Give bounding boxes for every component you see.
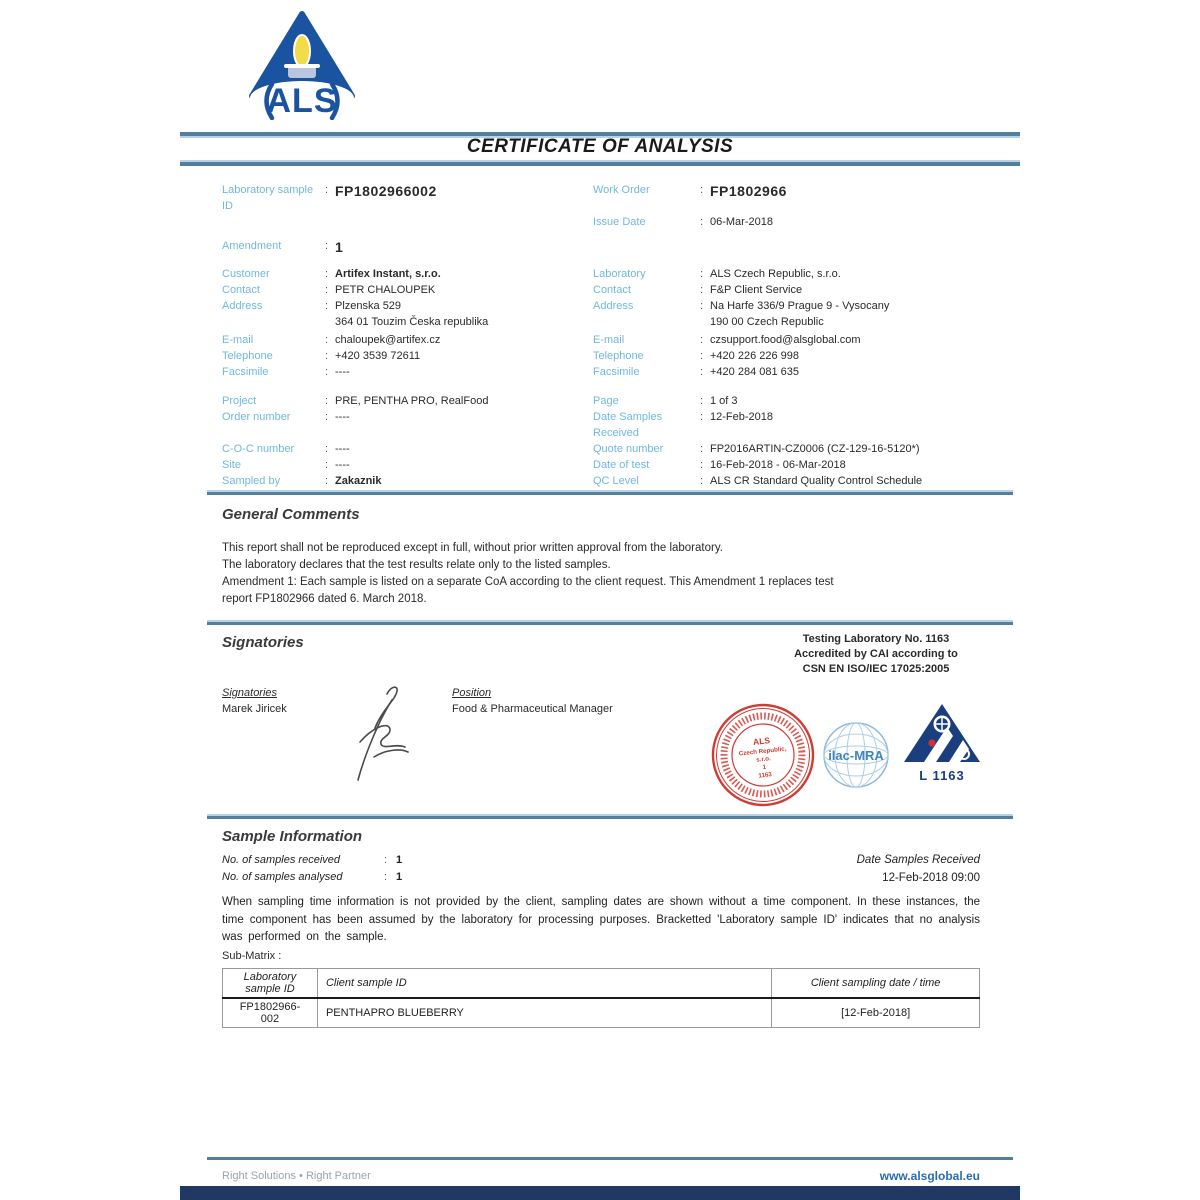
- sample-table-header-row: [223, 969, 980, 999]
- accreditation-note-line: CSN EN ISO/IEC 17025:2005: [802, 663, 950, 675]
- field-value: ----: [335, 459, 350, 471]
- field-colon: [700, 332, 710, 348]
- field-colon: [325, 348, 335, 364]
- field-value: F&P Client Service: [710, 284, 803, 296]
- field-label: Work Order: [593, 184, 650, 196]
- field-label: Quote number: [593, 443, 664, 455]
- field-colon: [700, 214, 710, 230]
- field-label: Page: [593, 395, 619, 407]
- field-row-lab-facsimile: [593, 364, 985, 380]
- accreditation-note: [766, 632, 986, 677]
- field-label: Address: [593, 300, 634, 312]
- signatories-heading: Signatories: [222, 634, 304, 651]
- sample-table-row: [223, 998, 980, 1028]
- cai-triangle-label: L 1163: [919, 768, 965, 783]
- field-label: C-O-C number: [222, 443, 295, 455]
- als-logo-text: ALS: [266, 82, 338, 120]
- field-value: PRE, PENTHA PRO, RealFood: [335, 395, 489, 407]
- field-colon: [700, 393, 710, 409]
- footer-bar: [180, 1186, 1020, 1200]
- field-value-line2: 364 01 Touzim Česka republika: [335, 316, 489, 328]
- field-row-date-of-test: [593, 457, 985, 473]
- footer-website: www.alsglobal.eu: [879, 1169, 980, 1183]
- footer-rule: [207, 1157, 1013, 1160]
- field-row-sampled-by: [222, 473, 584, 489]
- field-colon: [325, 393, 335, 409]
- field-label: Telephone: [593, 350, 644, 362]
- field-value: 16-Feb-2018 - 06-Mar-2018: [710, 459, 846, 471]
- field-label: Amendment: [222, 240, 282, 252]
- field-colon: [325, 473, 335, 489]
- field-label: Sampled by: [222, 475, 281, 487]
- field-value: czsupport.food@alsglobal.com: [710, 334, 861, 346]
- field-colon: [700, 266, 710, 282]
- comment-line: report FP1802966 dated 6. March 2018.: [222, 593, 427, 605]
- field-colon: [325, 364, 335, 380]
- field-row-lab-email: [593, 332, 985, 348]
- samples-analysed-value: 1: [396, 871, 403, 883]
- sub-matrix-label: Sub-Matrix :: [222, 950, 282, 962]
- field-colon: [700, 298, 710, 314]
- field-value: 06-Mar-2018: [710, 216, 773, 228]
- accreditation-note-line: Accredited by CAI according to: [794, 648, 958, 660]
- field-label: Address: [222, 300, 263, 312]
- field-row-quote-number: [593, 441, 985, 457]
- field-label: Site: [222, 459, 241, 471]
- field-value: 12-Feb-2018: [710, 411, 773, 423]
- field-label: E-mail: [222, 334, 254, 346]
- field-value: 1: [335, 239, 344, 255]
- field-row-work-order: [593, 182, 985, 200]
- field-value: Na Harfe 336/9 Prague 9 - Vysocany: [710, 300, 890, 312]
- samples-analysed-label: No. of samples analysed: [222, 871, 343, 883]
- accreditation-note-line: Testing Laboratory No. 1163: [802, 633, 950, 645]
- field-row-lab-address: [593, 298, 985, 330]
- field-row-date-samples-received: [593, 409, 985, 441]
- field-value: ALS Czech Republic, s.r.o.: [710, 268, 841, 280]
- title-rule-bottom: [180, 162, 1020, 166]
- fields-right-column: [593, 182, 985, 489]
- field-row-telephone: [222, 348, 584, 364]
- comment-line: Amendment 1: Each sample is listed on a separate CoA according to the client request. This Amendment 1 replaces test: [222, 576, 834, 588]
- field-value-line2: 190 00 Czech Republic: [710, 316, 824, 328]
- field-label: Date of test: [593, 459, 650, 471]
- field-value: PETR CHALOUPEK: [335, 284, 436, 296]
- ilac-mra-label: ilac-MRA: [828, 748, 884, 763]
- col-header-client-sample-id: Client sample ID: [317, 969, 771, 999]
- field-colon: [700, 457, 710, 473]
- field-row-lab-telephone: [593, 348, 985, 364]
- field-colon: [700, 282, 710, 298]
- date-samples-received-label: Date Samples Received: [856, 854, 980, 866]
- signatory-position: Food & Pharmaceutical Manager: [452, 703, 613, 715]
- cell-laboratory-sample-id: FP1802966-002: [223, 998, 318, 1028]
- field-row-issue-date: [593, 214, 985, 230]
- field-label: QC Level: [593, 475, 639, 487]
- red-stamp-icon: [705, 697, 821, 813]
- field-value: Plzenska 529: [335, 300, 402, 312]
- field-value: FP1802966002: [335, 183, 437, 199]
- cai-triangle-icon: [902, 702, 982, 764]
- field-row-facsimile: [222, 364, 584, 380]
- footer-tagline: Right Solutions • Right Partner: [222, 1170, 371, 1182]
- position-column-label: Position: [452, 687, 492, 699]
- field-value: chaloupek@artifex.cz: [335, 334, 441, 346]
- field-colon: [325, 332, 335, 348]
- stamp-text: 1: [762, 763, 767, 772]
- field-row-coc-number: [222, 441, 584, 457]
- field-label: E-mail: [593, 334, 625, 346]
- stamp-text: s.r.o.: [755, 755, 772, 764]
- field-row-lab-sample-id: [222, 182, 584, 214]
- cell-client-sample-id: PENTHAPRO BLUEBERRY: [317, 998, 771, 1028]
- field-value: +420 284 081 635: [710, 366, 800, 378]
- stamp-text: 1163: [758, 771, 773, 780]
- samples-analysed-row: [222, 869, 402, 886]
- als-logo-icon: [246, 8, 358, 120]
- field-row-address: [222, 298, 584, 330]
- field-colon: [700, 182, 710, 198]
- field-row-page: [593, 393, 985, 409]
- field-colon: [384, 852, 396, 869]
- field-colon: [325, 238, 335, 254]
- sample-table: [222, 968, 980, 1028]
- field-row-customer: [222, 266, 584, 282]
- field-label: Project: [222, 395, 257, 407]
- col-header-client-sampling-date: Client sampling date / time: [772, 969, 980, 999]
- field-colon: [325, 441, 335, 457]
- section-divider: [207, 620, 1013, 625]
- field-value: ----: [335, 411, 350, 423]
- col-header-laboratory-sample-id: Laboratory sample ID: [223, 969, 318, 999]
- document-title: CERTIFICATE OF ANALYSIS: [466, 136, 734, 157]
- sample-count-rows: [222, 852, 402, 886]
- field-label: Order number: [222, 411, 291, 423]
- field-label: Laboratory: [593, 268, 646, 280]
- field-value: FP2016ARTIN-CZ0006 (CZ-129-16-5120*): [710, 443, 920, 455]
- field-value: Artifex Instant, s.r.o.: [335, 268, 441, 280]
- field-colon: [700, 441, 710, 457]
- signature-icon: [330, 678, 425, 786]
- sampling-note: When sampling time information is not provided by the client, sampling dates are shown without a time component. In these instances, the time component has been assumed by the laboratory for processing purposes. Bracketted 'Laboratory sample ID' indicates that no analysis was performed on the sample.: [222, 896, 980, 943]
- field-row-lab-contact: [593, 282, 985, 298]
- date-samples-received-block: [857, 851, 980, 887]
- field-label: Facsimile: [593, 366, 640, 378]
- samples-received-value: 1: [396, 854, 403, 866]
- field-value: ----: [335, 443, 350, 455]
- samples-received-row: [222, 852, 402, 869]
- field-row-laboratory: [593, 266, 985, 282]
- field-colon: [325, 298, 335, 314]
- field-value: ----: [335, 366, 350, 378]
- field-row-order-number: [222, 409, 584, 425]
- field-colon: [700, 473, 710, 489]
- field-colon: [700, 409, 710, 425]
- field-row-qc-level: [593, 473, 985, 489]
- field-colon: [325, 266, 335, 282]
- field-colon: [325, 182, 335, 198]
- field-label: Customer: [222, 268, 270, 280]
- field-value: 1 of 3: [710, 395, 738, 407]
- signatory-name: Marek Jiricek: [222, 703, 287, 715]
- comment-line: This report shall not be reproduced except in full, without prior written approval from the laboratory.: [222, 542, 723, 554]
- general-comments-heading: General Comments: [222, 506, 360, 523]
- field-label: Telephone: [222, 350, 273, 362]
- field-value: FP1802966: [710, 183, 787, 199]
- ilac-mra-icon: [822, 721, 890, 789]
- field-label: Contact: [222, 284, 260, 296]
- cell-client-sampling-date: [12-Feb-2018]: [772, 998, 980, 1028]
- stamp-text: ALS: [752, 735, 771, 747]
- section-divider: [207, 490, 1013, 495]
- field-row-email: [222, 332, 584, 348]
- section-divider: [207, 814, 1013, 819]
- field-label: Laboratory sample ID: [222, 184, 314, 212]
- field-label: Contact: [593, 284, 631, 296]
- stamp-text: Czech Republic,: [738, 745, 787, 758]
- field-value: Zakaznik: [335, 475, 382, 487]
- field-row-site: [222, 457, 584, 473]
- samples-received-label: No. of samples received: [222, 854, 340, 866]
- general-comments-text: [222, 540, 982, 608]
- field-colon: [325, 282, 335, 298]
- field-colon: [325, 457, 335, 473]
- fields-left-column: [222, 182, 584, 489]
- field-label: Facsimile: [222, 366, 269, 378]
- field-value: ALS CR Standard Quality Control Schedule: [710, 475, 923, 487]
- field-colon: [700, 364, 710, 380]
- field-row-project: [222, 393, 584, 409]
- field-row-contact: [222, 282, 584, 298]
- sample-information-heading: Sample Information: [222, 828, 363, 845]
- field-label: Issue Date: [593, 216, 646, 228]
- field-label: Date Samples Received: [593, 411, 663, 439]
- field-colon: [325, 409, 335, 425]
- field-value: +420 3539 72611: [335, 350, 421, 362]
- field-colon: [700, 348, 710, 364]
- field-colon: [384, 869, 396, 886]
- signatories-column-label: Signatories: [222, 687, 278, 699]
- field-value: +420 226 226 998: [710, 350, 800, 362]
- comment-line: The laboratory declares that the test results relate only to the listed samples.: [222, 559, 611, 571]
- date-samples-received-value: 12-Feb-2018 09:00: [882, 872, 980, 884]
- field-row-amendment: [222, 238, 584, 256]
